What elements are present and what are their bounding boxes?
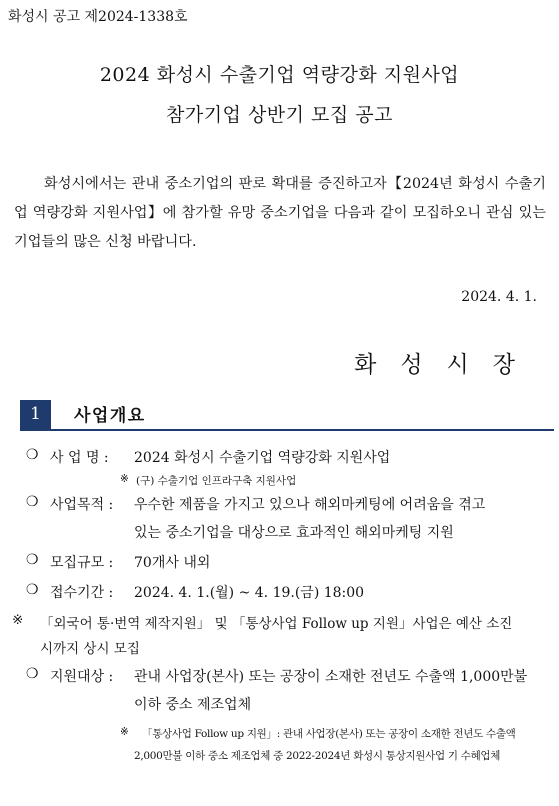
- note-icon: ※: [12, 612, 24, 628]
- item-scale-label: 모집규모 :: [50, 555, 114, 571]
- intro-paragraph: 화성시에서는 관내 중소기업의 판로 확대를 증진하고자【2024년 화성시 수출기업 역량강화 지원사업】에 참가할 유망 중소기업을 다음과 같이 모집하오니 관심 있는 기업들의 많은 신청 바랍니다.: [14, 176, 546, 250]
- note-icon: ※: [120, 726, 129, 738]
- item-period-value: 2024. 4. 1.(월) ~ 4. 19.(금) 18:00: [134, 585, 365, 601]
- notice-number: 화성시 공고 제2024-1338호: [8, 9, 188, 25]
- item-name-label: 사 업 명 :: [50, 450, 109, 466]
- item-purpose-line1: 우수한 제품을 가지고 있으나 해외마케팅에 어려움을 겪고: [134, 497, 486, 513]
- bullet-icon: ❍: [26, 494, 39, 510]
- item-period-label: 접수기간 :: [50, 585, 114, 601]
- item-target-line2: 이하 중소 제조업체: [134, 697, 252, 713]
- notice-date: 2024. 4. 1.: [461, 289, 537, 305]
- bullet-icon: ❍: [26, 447, 39, 463]
- item-name-value: 2024 화성시 수출기업 역량강화 지원사업: [134, 450, 391, 466]
- page-subtitle: 참가기업 상반기 모집 공고: [165, 104, 393, 126]
- bullet-icon: ❍: [26, 582, 39, 598]
- note-icon: ※: [120, 473, 129, 485]
- bullet-icon: ❍: [26, 666, 39, 682]
- section-title: 사업개요: [74, 406, 146, 426]
- item-scale-value: 70개사 내외: [134, 555, 211, 571]
- period-note-line2: 시까지 상시 모집: [40, 641, 140, 657]
- target-note-line2: 2,000만불 이하 중소 제조업체 중 2022-2024년 화성시 통상지원사업 기 수혜업체: [134, 750, 501, 762]
- item-purpose-label: 사업목적 :: [50, 497, 114, 513]
- period-note-line1: 「외국어 통·번역 제작지원」 및 「통상사업 Follow up 지원」사업은 예산 소진: [40, 616, 513, 632]
- page-title: 2024 화성시 수출기업 역량강화 지원사업: [99, 64, 460, 86]
- item-name-note: (구) 수출기업 인프라구축 지원사업: [136, 475, 297, 487]
- signature: 화성시장: [354, 352, 539, 378]
- section-number-badge: 1: [20, 400, 51, 429]
- item-purpose-line2: 있는 중소기업을 대상으로 효과적인 해외마케팅 지원: [134, 525, 454, 541]
- item-target-line1: 관내 사업장(본사) 또는 공장이 소재한 전년도 수출액 1,000만불: [134, 669, 528, 685]
- section-divider: [20, 429, 554, 431]
- bullet-icon: ❍: [26, 552, 39, 568]
- item-target-label: 지원대상 :: [50, 669, 114, 685]
- target-note-line1: 「통상사업 Follow up 지원」: 관내 사업장(본사) 또는 공장이 소재한 전년도 수출액: [142, 728, 516, 740]
